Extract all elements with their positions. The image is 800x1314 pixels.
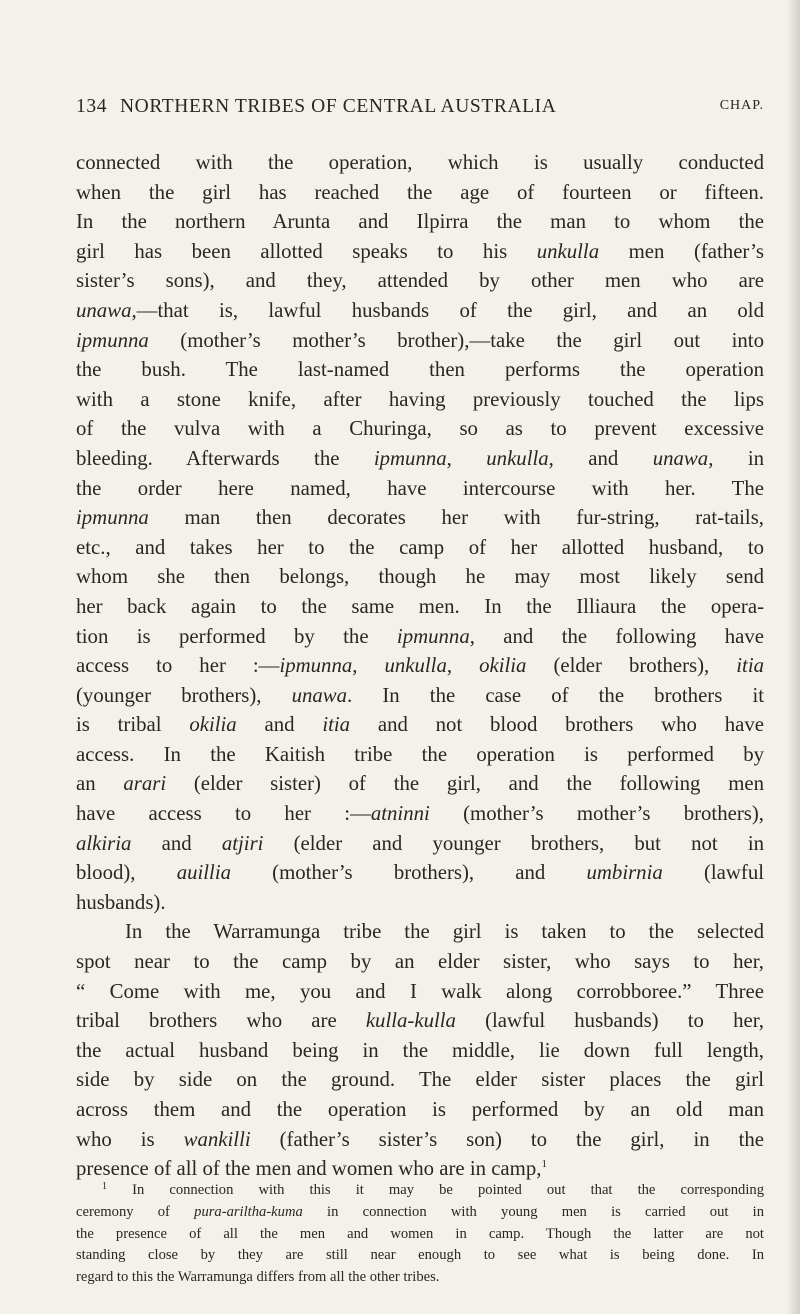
native-term: wankilli (183, 1127, 251, 1151)
text-line: have access to her :—atninni (mother’s mother’s brothers), (76, 802, 764, 826)
footnote-line: $^1$ In connection with this it may be pointed out that the corresponding (102, 1181, 764, 1198)
text-line: ipmunna (mother’s mother’s brother),—take the girl out into (76, 328, 764, 352)
text-line: (younger brothers), unawa. In the case of the brothers it (76, 683, 764, 707)
text-line: blood), auillia (mother’s brothers), and umbirnia (lawful (76, 861, 764, 885)
text-line: alkiria and atjiri (elder and younger brothers, but not in (76, 831, 764, 855)
text-line: sister’s sons), and they, attended by other men who are (76, 269, 764, 293)
running-head (76, 96, 764, 124)
footnote-line: standing close by they are still near enough to see what is being done. In (76, 1247, 764, 1264)
footnotes (76, 1180, 764, 1289)
native-term: atjiri (221, 831, 264, 855)
native-term: alkiria (76, 831, 132, 855)
footnote-line: the presence of all the men and women in camp. Though the latter are not (76, 1225, 764, 1242)
text-line: “ Come with me, you and I walk along corrobboree.” Three (76, 979, 764, 1003)
text-line: access to her :—ipmunna, unkulla, okilia (elder brothers), itia (76, 654, 764, 678)
text-line: who is wankilli (father’s sister’s son) to the girl, in the (76, 1127, 764, 1151)
native-term: auillia (176, 861, 231, 885)
text-line: her back again to the same men. In the Illiaura the opera- (76, 594, 764, 618)
text-line: connected with the operation, which is usually conducted (76, 151, 764, 174)
text-line: side by side on the ground. The elder sister places the girl (76, 1068, 764, 1092)
text-line: of the vulva with a Churinga, so as to prevent excessive (76, 417, 764, 441)
text-line: bleeding. Afterwards the ipmunna, unkulla, and unawa, in (76, 446, 764, 470)
text-line: an arari (elder sister) of the girl, and the following men (76, 772, 764, 796)
running-title: NORTHERN TRIBES OF CENTRAL AUSTRALIA (120, 96, 557, 117)
native-term: pura-ariltha-kuma (194, 1203, 303, 1220)
native-term: okilia (479, 654, 527, 678)
native-term: kulla-kulla (365, 1009, 456, 1033)
text-line: with a stone knife, after having previously touched the lips (76, 387, 764, 411)
text-line: husbands). (76, 890, 166, 914)
native-term: unawa (291, 683, 348, 707)
native-term: atninni (370, 802, 430, 826)
text-line: is tribal okilia and itia and not blood brothers who have (76, 713, 764, 737)
native-term: unkulla (486, 446, 549, 470)
native-term: itia (322, 713, 351, 737)
text-line: spot near to the camp by an elder sister, who says to her, (76, 950, 764, 974)
text-line: whom she then belongs, though he may most likely send (76, 565, 764, 589)
text-line: tion is performed by the ipmunna, and the following have (76, 624, 764, 648)
native-term: itia (736, 654, 764, 678)
footnote-number: 1 (102, 1181, 107, 1192)
text-line: presence of all of the men and women who are in camp,$^1$ (76, 1157, 547, 1181)
text-line: the bush. The last-named then performs the operation (76, 358, 764, 382)
text-line: across them and the operation is performed by an old man (76, 1098, 764, 1121)
text-line: the order here named, have intercourse with her. The (76, 476, 764, 500)
footnote-reference: 1 (541, 1158, 547, 1171)
native-term: ipmunna (279, 654, 353, 678)
text-line: tribal brothers who are kulla-kulla (lawful husbands) to her, (76, 1009, 764, 1033)
native-term: unawa (652, 446, 709, 470)
native-term: ipmunna (373, 446, 447, 470)
native-term: umbirnia (586, 861, 663, 885)
text-line: unawa,—that is, lawful husbands of the girl, and an old (76, 298, 764, 322)
text-line: ipmunna man then decorates her with fur-string, rat-tails, (76, 506, 764, 530)
native-term: ipmunna (396, 624, 470, 648)
page-number: 134 (76, 96, 108, 117)
native-term: ipmunna (76, 506, 149, 530)
native-term: arari (123, 772, 167, 796)
text-line: girl has been allotted speaks to his unkulla men (father’s (76, 239, 764, 263)
native-term: okilia (189, 713, 237, 737)
text-line: access. In the Kaitish tribe the operation is performed by (76, 742, 764, 766)
native-term: unawa (76, 298, 132, 322)
text-line: In the northern Arunta and Ilpirra the man to whom the (76, 210, 764, 234)
page-edge-shadow (786, 0, 800, 1314)
native-term: unkulla (384, 654, 447, 678)
text-line: the actual husband being in the middle, lie down full length, (76, 1038, 764, 1062)
body-text (76, 148, 764, 1184)
chapter-label: CHAP. (719, 98, 764, 113)
text-line: In the Warramunga tribe the girl is taken to the selected (125, 920, 764, 944)
text-line: etc., and takes her to the camp of her allotted husband, to (76, 535, 764, 559)
footnote-line: ceremony of pura-ariltha-kuma in connection with young men is carried out in (76, 1203, 764, 1220)
footnote-line: regard to this the Warramunga differs from all the other tribes. (76, 1269, 440, 1286)
native-term: ipmunna (76, 328, 149, 352)
native-term: unkulla (536, 239, 600, 263)
text-line: when the girl has reached the age of fourteen or fifteen. (76, 180, 764, 204)
